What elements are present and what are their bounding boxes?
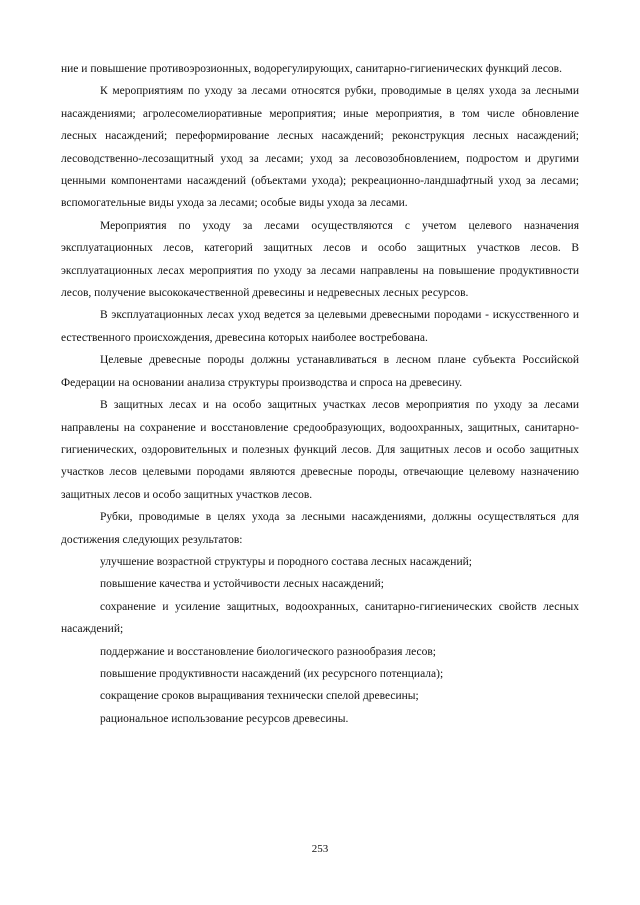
paragraph-cutting-results-intro: Рубки, проводимые в целях ухода за лесными насаждениями, должны осуществляться для достижения следующих результатов: (61, 511, 579, 546)
page-number: 253 (311, 843, 329, 855)
paragraph-continuation: ние и повышение противоэрозионных, водорегулирующих, санитарно-гигиенических функций лесов. (61, 63, 562, 75)
paragraph-target-species: Целевые древесные породы должны устанавливаться в лесном плане субъекта Российской Федерации на основании анализа структуры производства и спроса на древесину. (61, 354, 579, 389)
paragraph-forest-care-measures: К мероприятиям по уходу за лесами относятся рубки, проводимые в целях ухода за лесными насаждениями; агролесомелиоративные мероприятия; иные мероприятия, в том числе обновление лесных насаждений; переформирование лесных насаждений; реконструкция лесных насаждений; лесоводственно-лесозащитный уход за лесами; уход за лесовозобновлением, подростом и другими ценными компонентами насаждений (объектами ухода); рекреационно-ландшафтный уход за лесами; вспомогательные виды ухода за лесами; особые виды ухода за лесами. (61, 85, 579, 210)
paragraph-exploitation-forests: В эксплуатационных лесах уход ведется за целевыми древесными породами - искусственного и естественного происхождения, древесина которых наиболее востребована. (61, 309, 579, 344)
list-item: поддержание и восстановление биологического разнообразия лесов; (100, 645, 436, 658)
list-item: сохранение и усиление защитных, водоохранных, санитарно-гигиенических свойств лесных насаждений; (61, 600, 579, 636)
list-item: сокращение сроков выращивания технически спелой древесины; (100, 690, 419, 703)
list-item: повышение продуктивности насаждений (их ресурсного потенциала); (100, 667, 444, 680)
paragraph-care-purpose: Мероприятия по уходу за лесами осуществляются с учетом целевого назначения эксплуатационных лесов, категорий защитных лесов и особо защитных участков лесов. В эксплуатационных лесах мероприятия по уходу за лесами направлены на повышение продуктивности лесов, получение высококачественной древесины и недревесных лесных ресурсов. (61, 219, 579, 300)
page-body (61, 58, 579, 730)
list-item: улучшение возрастной структуры и породного состава лесных насаждений; (100, 555, 472, 568)
paragraph-protective-forests: В защитных лесах и на особо защитных участках лесов мероприятия по уходу за лесами направлены на сохранение и восстановление средообразующих, водоохранных, защитных, санитарно-гигиенических, оздоровительных и полезных функций лесов. Для защитных лесов и особо защитных участков лесов целевыми породами являются древесные породы, отвечающие целевому назначению защитных лесов и особо защитных участков лесов. (61, 399, 579, 501)
list-item: повышение качества и устойчивости лесных насаждений; (100, 578, 384, 591)
list-item: рациональное использование ресурсов древесины. (100, 712, 349, 725)
